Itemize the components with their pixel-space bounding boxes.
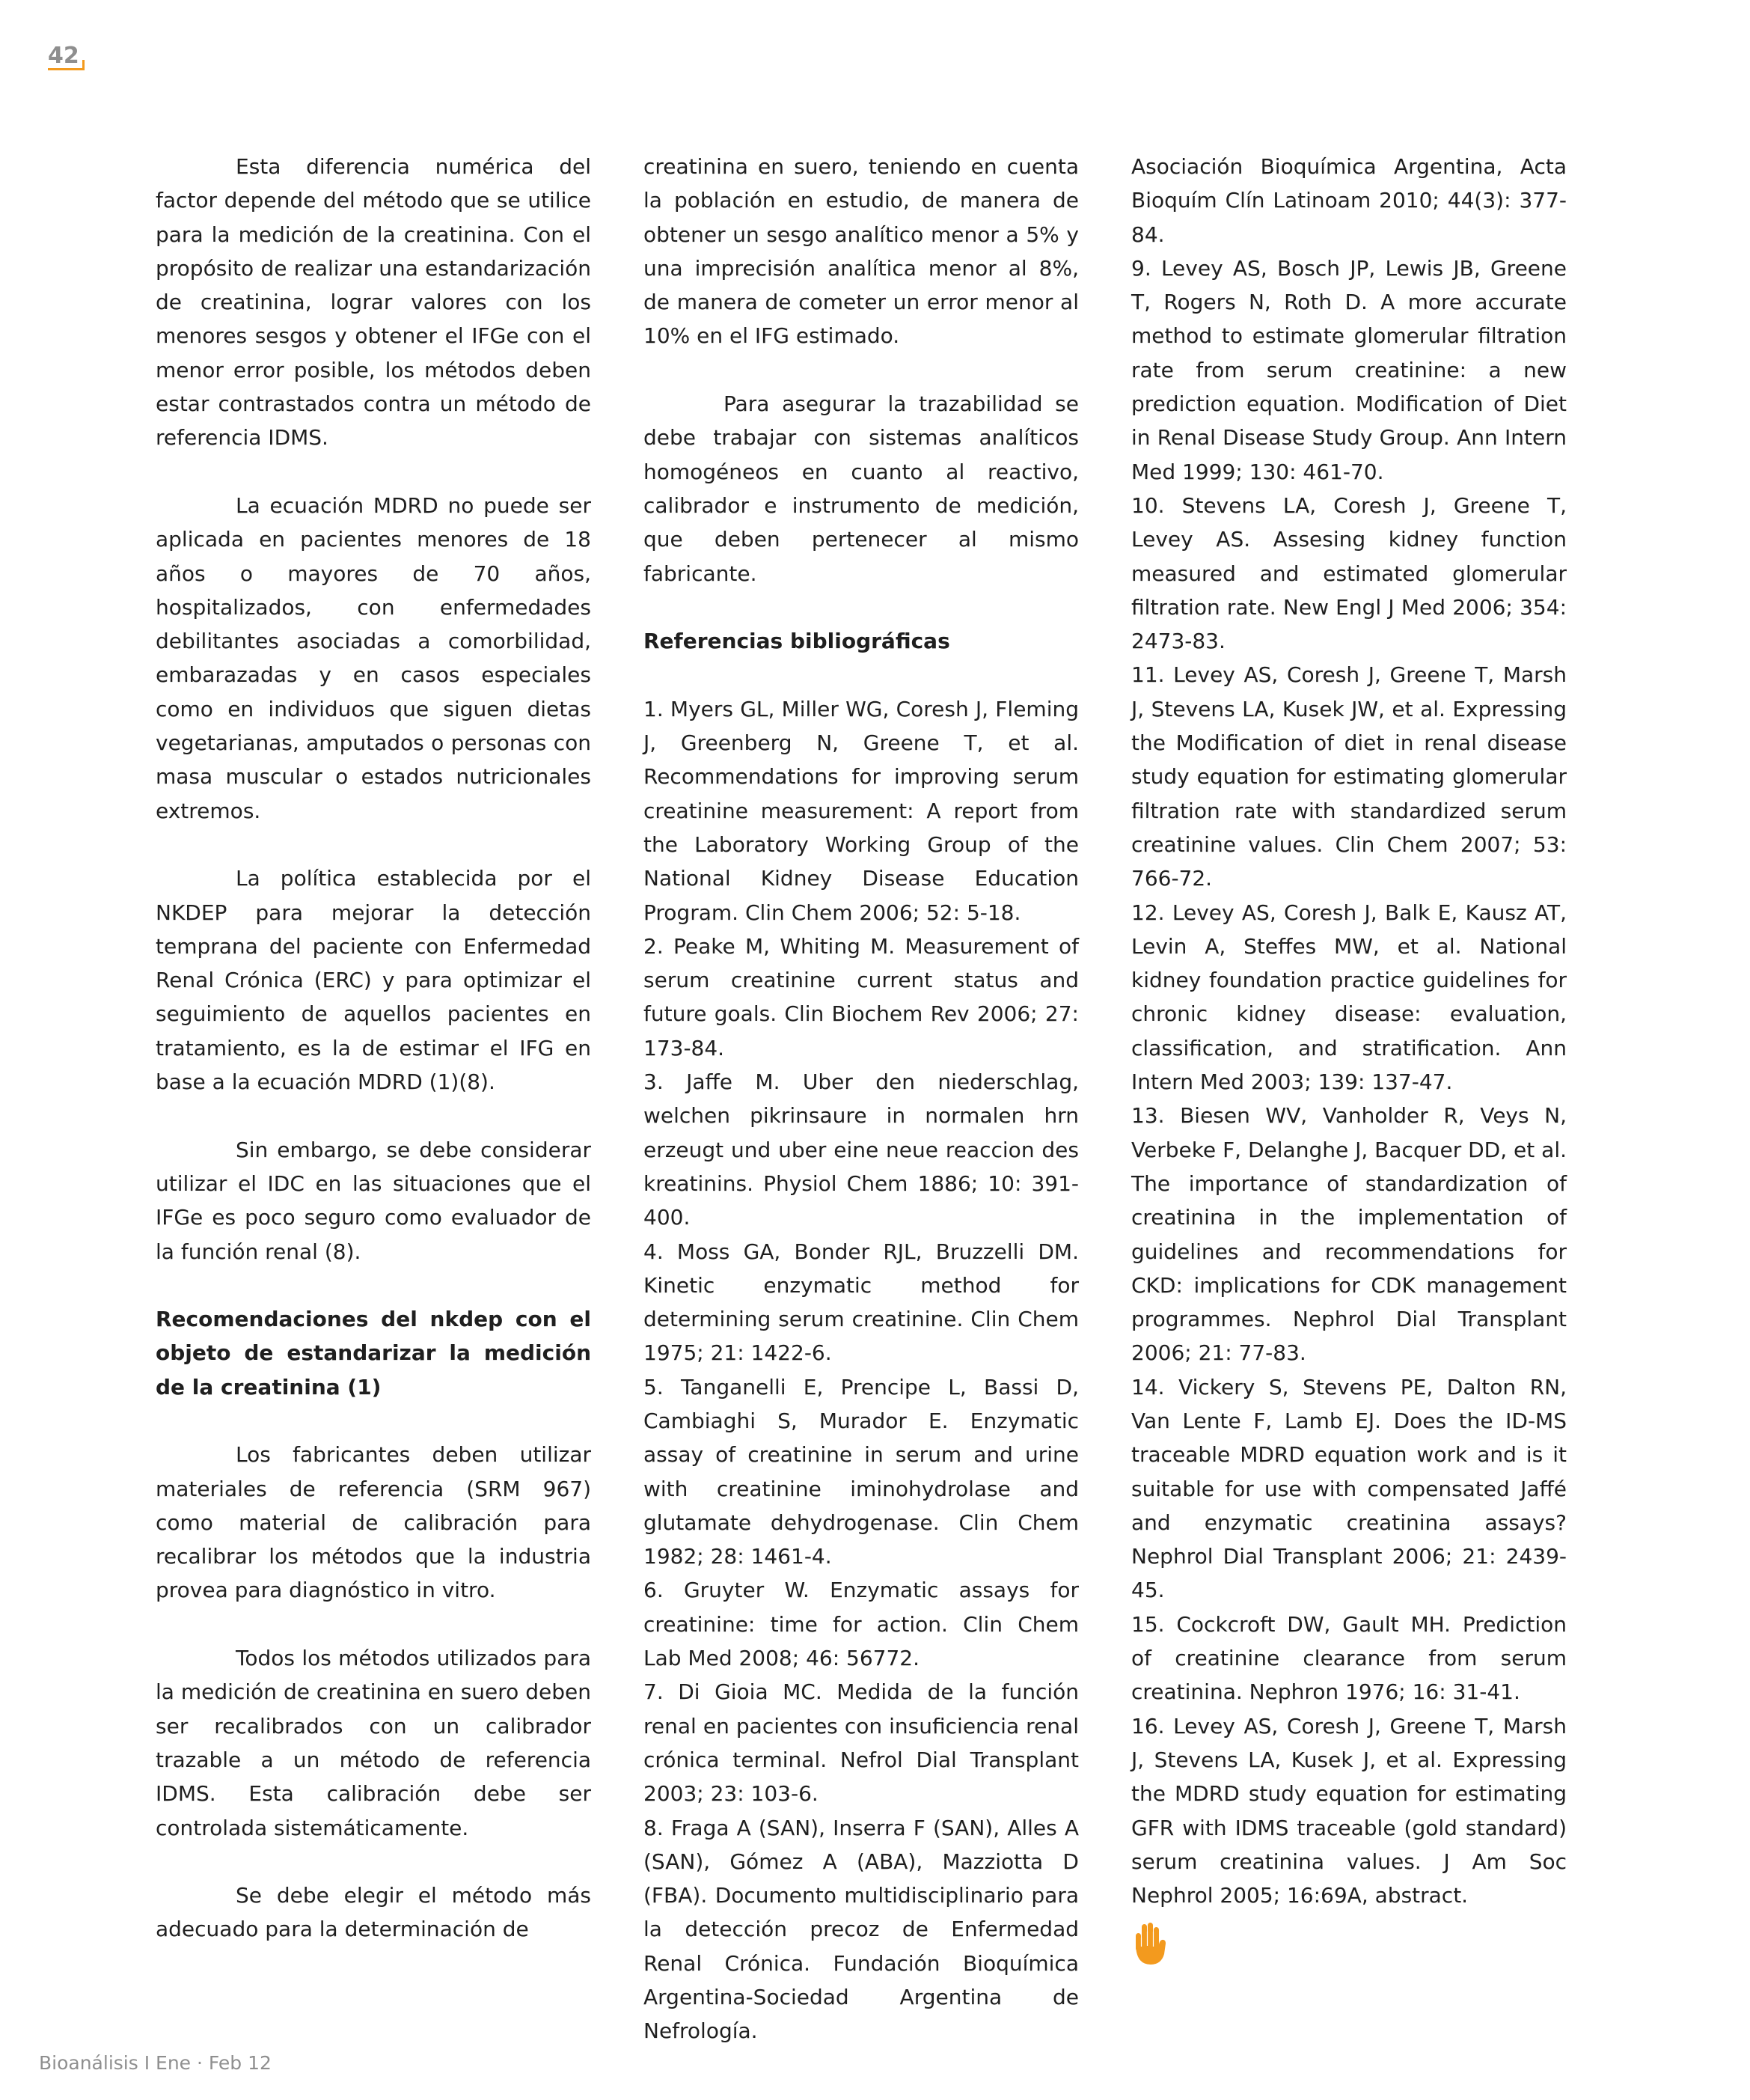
reference-item: 2. Peake M, Whiting M. Measurement of serum creatinine current status and future goals. Clin Biochem Rev 2006; 27: 173-84. <box>643 933 1079 1060</box>
page-number: 42 <box>48 43 82 70</box>
article-column-1 <box>156 150 591 1947</box>
reference-item: 15. Cockcroft DW, Gault MH. Prediction of creatinine clearance from serum creatinina. Nephron 1976; 16: 31-41. <box>1131 1611 1567 1705</box>
reference-item: 16. Levey AS, Coresh J, Greene T, Marsh J, Stevens LA, Kusek J, et al. Expressing the MDRD study equation for estimating GFR with IDMS traceable (gold standard) serum creatinina values. J Am Soc Nephrol 2005; 16:69A, abstract. <box>1131 1713 1567 1908</box>
references-heading: Referencias bibliográficas <box>643 629 950 654</box>
reference-item: 10. Stevens LA, Coresh J, Greene T, Levey AS. Assesing kidney function measured and estimated glomerular filtration rate. New Engl J Med 2006; 354: 2473-83. <box>1131 492 1567 654</box>
body-paragraph: Todos los métodos utilizados para la medición de creatinina en suero deben ser recalibrados con un calibrador trazable a un método de referencia IDMS. Esta calibración debe ser controlada sistemáticamente. <box>156 1646 591 1840</box>
body-paragraph: Los fabricantes deben utilizar materiales de referencia (SRM 967) como material de calibración para recalibrar los métodos que la industria provea para diagnóstico in vitro. <box>156 1442 591 1603</box>
reference-item: 5. Tanganelli E, Prencipe L, Bassi D, Cambiaghi S, Murador E. Enzymatic assay of creatinine in serum and urine with creatinine iminohydrolase and glutamate dehydrogenase. Clin Chem 1982; 28: 1461-4. <box>643 1374 1079 1569</box>
reference-item: 12. Levey AS, Coresh J, Balk E, Kausz AT, Levin A, Steffes MW, et al. National kidney foundation practice guidelines for chronic kidney disease: evaluation, classification, and stratification. Ann Intern Med 2003; 139: 137-47. <box>1131 900 1567 1095</box>
body-paragraph: creatinina en suero, teniendo en cuenta la población en estudio, de manera de obtener un sesgo analítico menor a 5% y una imprecisión analítica menor al 8%, de manera de cometer un error menor al 10% en el IFG estimado. <box>643 154 1079 349</box>
body-paragraph: Se debe elegir el método más adecuado para la determinación de <box>156 1883 591 1942</box>
article-column-2 <box>643 150 1079 2048</box>
reference-list <box>643 692 1079 2048</box>
reference-item: 1. Myers GL, Miller WG, Coresh J, Fleming J, Greenberg N, Greene T, et al. Recommendations for improving serum creatinine measurement: A report from the Laboratory Working Group of the National Kidney Disease Education Program. Clin Chem 2006; 52: 5-18. <box>643 696 1079 925</box>
body-paragraph: La ecuación MDRD no puede ser aplicada en pacientes menores de 18 años o mayores de 70 años, hospitalizados, con enfermedades debilitantes asociadas a comorbilidad, embarazadas y en casos especiales como en individuos que siguen dietas vegetarianas, amputados o personas con masa muscular o estados nutricionales extremos. <box>156 492 591 823</box>
reference-item: 13. Biesen WV, Vanholder R, Veys N, Verbeke F, Delanghe J, Bacquer DD, et al. The importance of standardization of creatinina in the implementation of guidelines and recommendations for CKD: implications for CDK management programmes. Nephrol Dial Transplant 2006; 21: 77-83. <box>1131 1103 1567 1366</box>
reference-item: 8. Fraga A (SAN), Inserra F (SAN), Alles A (SAN), Gómez A (ABA), Mazziotta D (FBA). Documento multidisciplinario para la detección precoz de Enfermedad Renal Crónica. Fundación Bioquímica Argentina-Sociedad Argentina de Nefrología. <box>643 1815 1079 2044</box>
reference-item: 9. Levey AS, Bosch JP, Lewis JB, Greene T, Rogers N, Roth D. A more accurate method to estimate glomerular filtration rate from serum creatinine: a new prediction equation. Modification of Diet in Renal Disease Study Group. Ann Intern Med 1999; 130: 461-70. <box>1131 255 1567 484</box>
reference-item: Asociación Bioquímica Argentina, Acta Bioquím Clín Latinoam 2010; 44(3): 377-84. <box>1131 154 1567 247</box>
body-paragraph: Sin embargo, se debe considerar utilizar el IDC en las situaciones que el IFGe es poco seguro como evaluador de la función renal (8). <box>156 1137 591 1264</box>
reference-item: 3. Jaffe M. Uber den niederschlag, welchen pikrinsaure in normalen hrn erzeugt und uber eine neue reaccion des kreatinins. Physiol Chem 1886; 10: 391-400. <box>643 1069 1079 1230</box>
reference-item: 14. Vickery S, Stevens PE, Dalton RN, Van Lente F, Lamb EJ. Does the ID-MS traceable MDRD equation work and is it suitable for use with compensated Jaffé and enzymatic creatinina assays? Nephrol Dial Transplant 2006; 21: 2439-45. <box>1131 1374 1567 1603</box>
reference-item: 11. Levey AS, Coresh J, Greene T, Marsh J, Stevens LA, Kusek JW, et al. Expressing the Modification of diet in renal disease study equation for estimating glomerular filtration rate with standardized serum creatinine values. Clin Chem 2007; 53: 766-72. <box>1131 662 1567 891</box>
body-paragraph: Para asegurar la trazabilidad se debe trabajar con sistemas analíticos homogéneos en cuanto al reactivo, calibrador e instrumento de medición, que deben pertenecer al mismo fabricante. <box>643 391 1079 586</box>
hand-icon <box>1131 1921 1167 1966</box>
reference-item: 6. Gruyter W. Enzymatic assays for creatinine: time for action. Clin Chem Lab Med 2008; 46: 56772. <box>643 1578 1079 1671</box>
body-paragraph: La política establecida por el NKDEP para mejorar la detección temprana del paciente con Enfermedad Renal Crónica (ERC) y para optimizar el seguimiento de aquellos pacientes en tratamiento, es la de estimar el IFG en base a la ecuación MDRD (1)(8). <box>156 866 591 1095</box>
article-column-3 <box>1131 150 1567 1966</box>
footer-text: Bioanálisis I Ene · Feb 12 <box>39 2052 272 2074</box>
section-heading: Recomendaciones del nkdep con el objeto de estandarizar la medición de la creatinina (1) <box>156 1307 591 1400</box>
body-paragraph: Esta diferencia numérica del factor depende del método que se utilice para la medición de la creatinina. Con el propósito de realizar una estandarización de creatinina, lograr valores con los menores sesgos y obtener el IFGe con el menor error posible, los métodos deben estar contrastados contra un método de referencia IDMS. <box>156 154 591 451</box>
reference-item: 7. Di Gioia MC. Medida de la función renal en pacientes con insuficiencia renal crónica terminal. Nefrol Dial Transplant 2003; 23: 103-6. <box>643 1679 1079 1807</box>
reference-item: 4. Moss GA, Bonder RJL, Bruzzelli DM. Kinetic enzymatic method for determining serum creatinine. Clin Chem 1975; 21: 1422-6. <box>643 1239 1079 1366</box>
